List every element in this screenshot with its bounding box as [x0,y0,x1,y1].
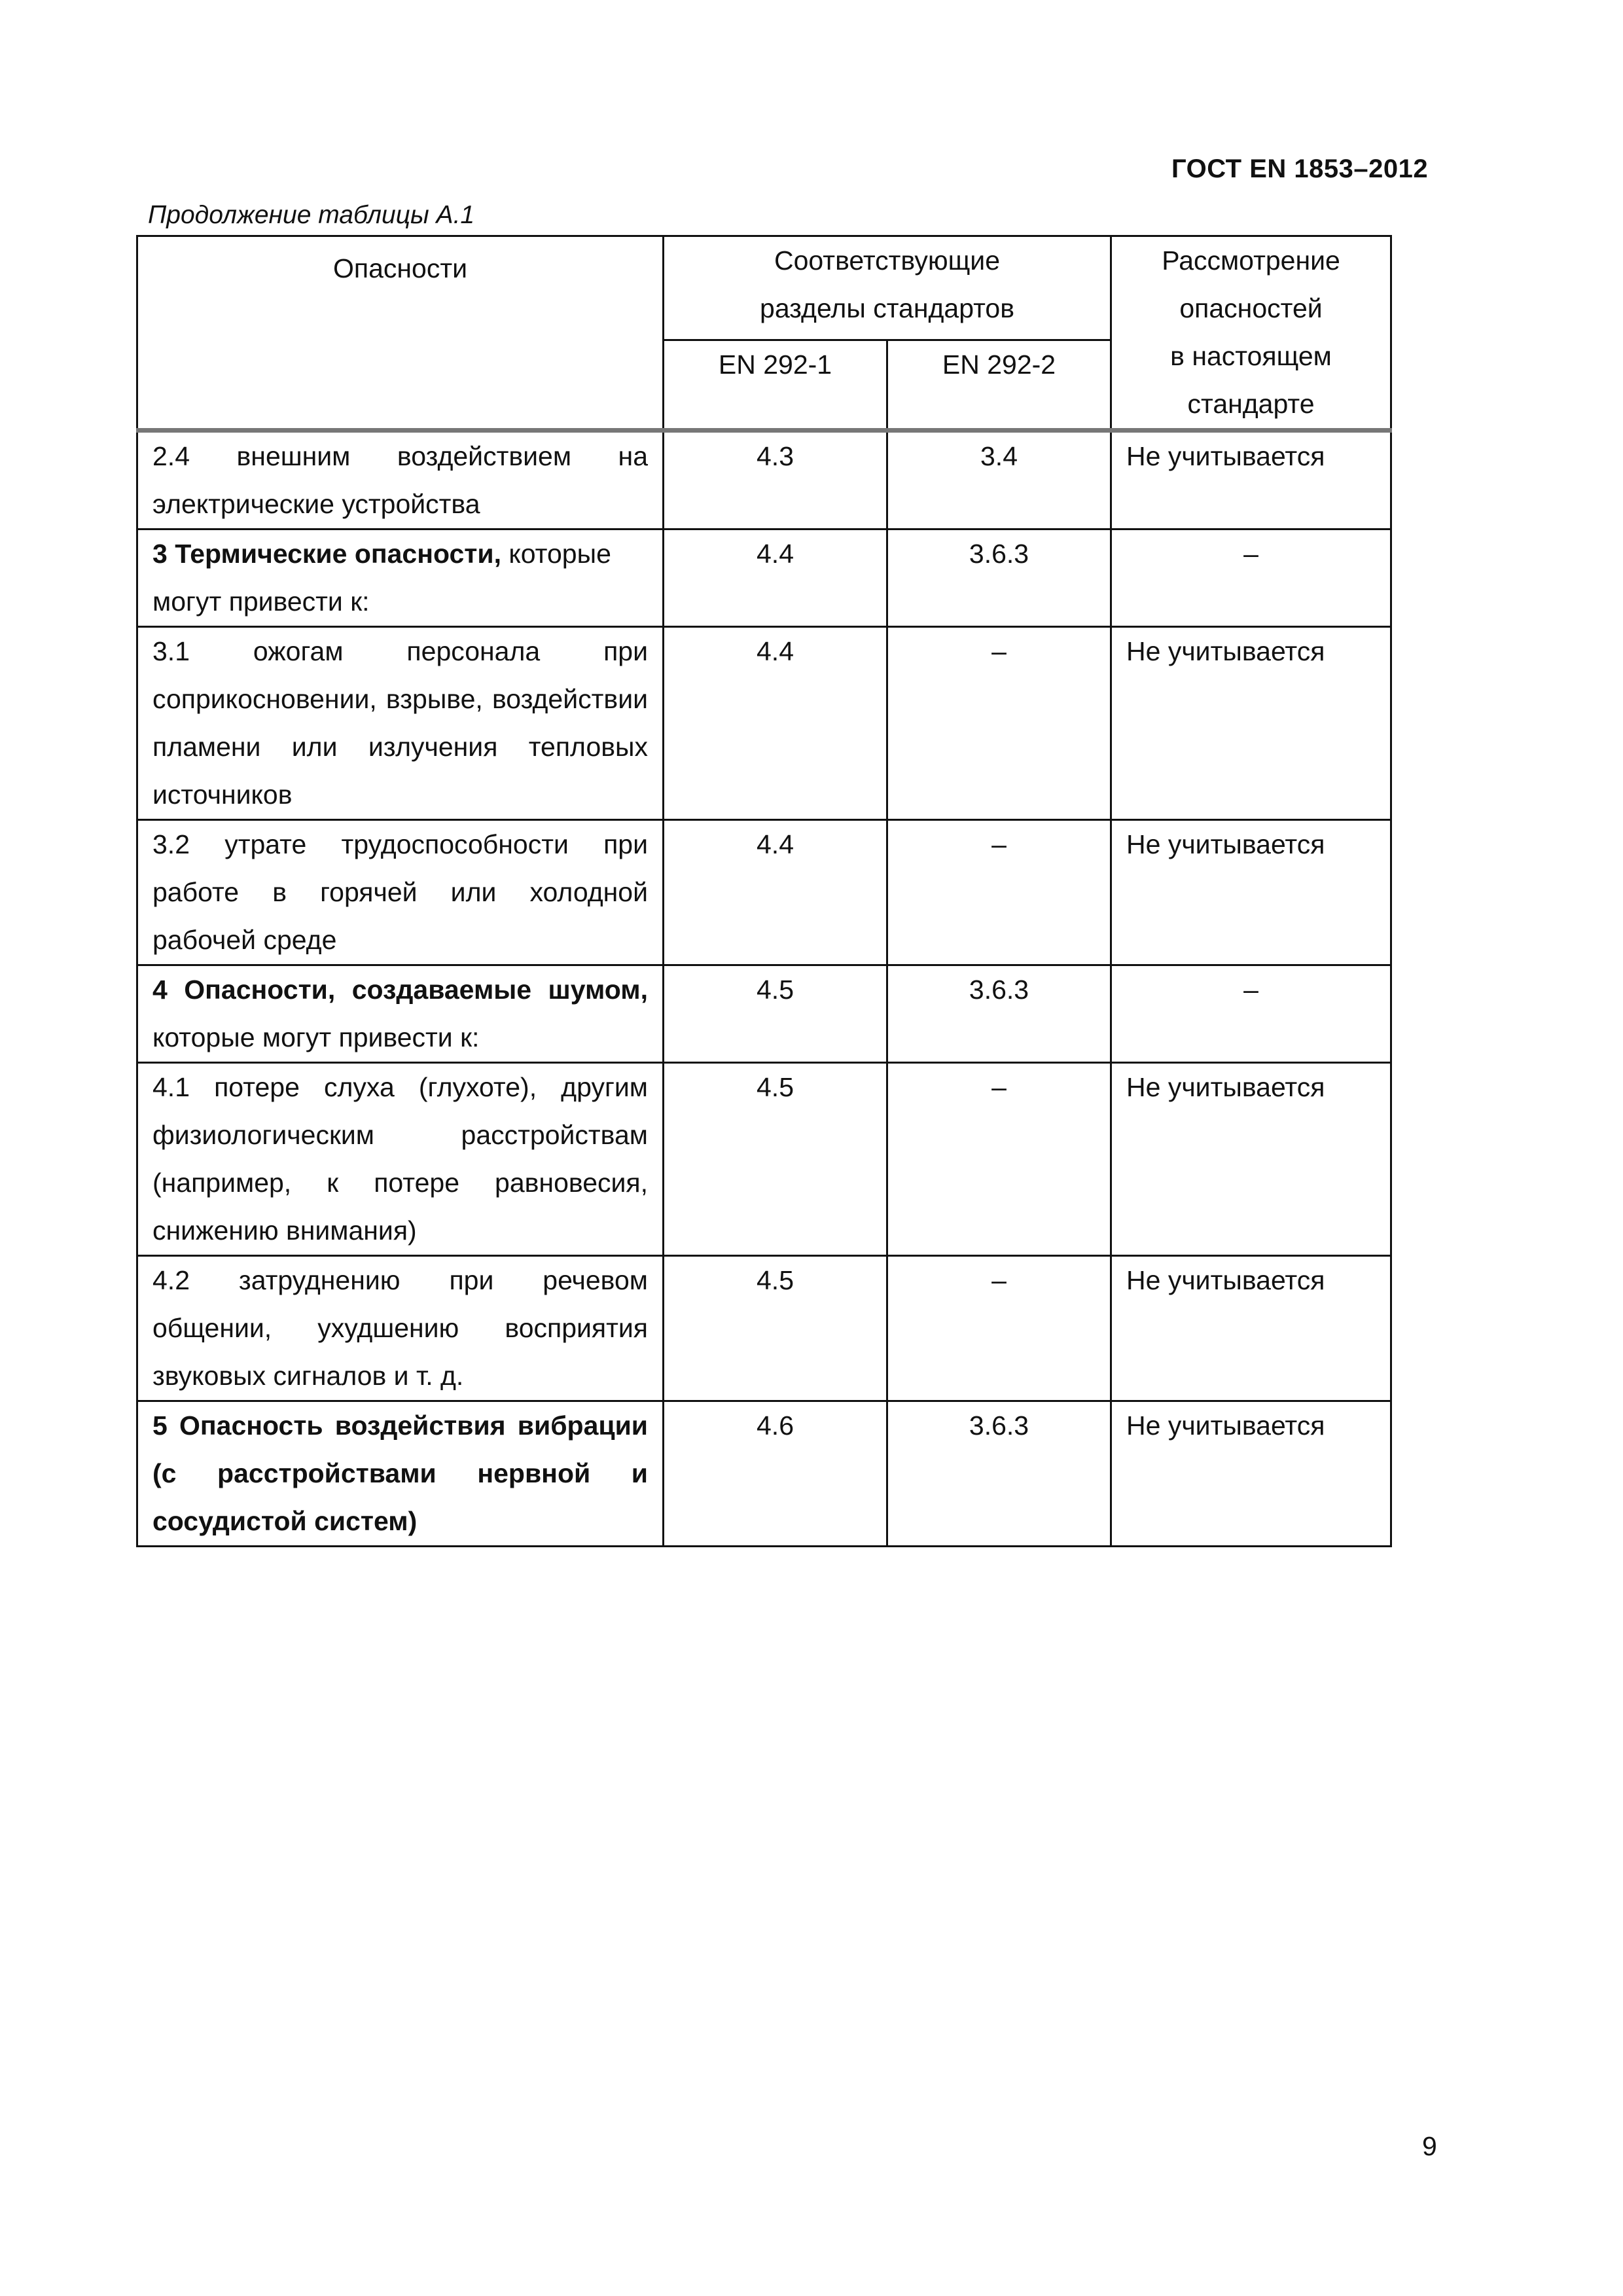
hazard-text: 3.2 утрате трудоспособности при работе в горячей или холодной рабочей среде [152,829,648,955]
table-row [137,1401,1391,1547]
header-en292-1: EN 292-1 [664,340,887,430]
hazard-cell [137,965,664,1063]
en292-2-cell: 3.6.3 [887,1401,1111,1547]
header-en292-2: EN 292-2 [887,340,1111,430]
en292-1-cell: 4.5 [664,965,887,1063]
table-row [137,1063,1391,1256]
table-row [137,431,1391,529]
header-corresponding-sections [664,236,1111,340]
en292-2-cell: – [887,820,1111,965]
hazard-cell [137,431,664,529]
standard-code: ГОСТ EN 1853–2012 [1171,154,1429,183]
page-number: 9 [1422,2131,1437,2161]
consideration-cell: Не учитывается [1111,1256,1391,1401]
hazard-cell [137,627,664,820]
table-row [137,529,1391,627]
en292-1-cell: 4.4 [664,820,887,965]
table-row [137,820,1391,965]
hazard-cell [137,1256,664,1401]
header-consideration-line1: Рассмотрение [1162,245,1340,276]
hazards-table [136,235,1392,1547]
header-sections-line2: разделы стандартов [760,293,1014,323]
table-row [137,627,1391,820]
en292-1-cell: 4.5 [664,1063,887,1256]
hazard-cell [137,529,664,627]
en292-1-cell: 4.6 [664,1401,887,1547]
hazard-cell [137,820,664,965]
consideration-cell: – [1111,965,1391,1063]
en292-1-cell: 4.4 [664,529,887,627]
en292-1-cell: 4.5 [664,1256,887,1401]
table-row [137,965,1391,1063]
header-consideration-line3: в настоящем [1170,341,1332,371]
consideration-cell: Не учитывается [1111,1063,1391,1256]
hazard-text: 4.1 потере слуха (глухоте), другим физиологическим расстройствам (например, к потере равновесия, снижению внимания) [152,1072,648,1246]
en292-2-cell: 3.6.3 [887,965,1111,1063]
en292-2-cell: – [887,1256,1111,1401]
hazard-bold-text: 4 Опасности, создаваемые шумом, [152,975,648,1005]
hazard-bold-text: 5 Опасность воздействия вибрации (с расстройствами нервной и сосудистой систем) [152,1410,648,1536]
hazard-text: 3.1 ожогам персонала при соприкосновении, взрыве, воздействии пламени или излучения тепловых источников [152,636,648,810]
header-consideration-line2: опасностей [1179,293,1323,323]
consideration-cell: Не учитывается [1111,627,1391,820]
en292-2-cell: 3.4 [887,431,1111,529]
hazard-text: которые могут привести к: [152,539,611,617]
en292-1-cell: 4.4 [664,627,887,820]
en292-1-cell: 4.3 [664,431,887,529]
hazard-bold-text: 3 Термические опасности, [152,539,501,569]
en292-2-cell: 3.6.3 [887,529,1111,627]
consideration-cell: – [1111,529,1391,627]
consideration-cell: Не учитывается [1111,820,1391,965]
hazard-text: 4.2 затруднению при речевом общении, ухудшению восприятия звуковых сигналов и т. д. [152,1265,648,1391]
en292-2-cell: – [887,627,1111,820]
header-hazards: Опасности [137,236,664,431]
header-consideration [1111,236,1391,431]
table-caption: Продолжение таблицы А.1 [148,201,475,229]
header-consideration-line4: стандарте [1187,389,1315,419]
en292-2-cell: – [887,1063,1111,1256]
hazard-cell [137,1063,664,1256]
hazard-text: 2.4 внешним воздействием на электрические устройства [152,441,648,519]
consideration-cell: Не учитывается [1111,431,1391,529]
hazard-text: которые могут привести к: [152,1022,480,1052]
consideration-cell: Не учитывается [1111,1401,1391,1547]
header-sections-line1: Соответствующие [774,245,1001,276]
table-row [137,1256,1391,1401]
hazard-cell [137,1401,664,1547]
